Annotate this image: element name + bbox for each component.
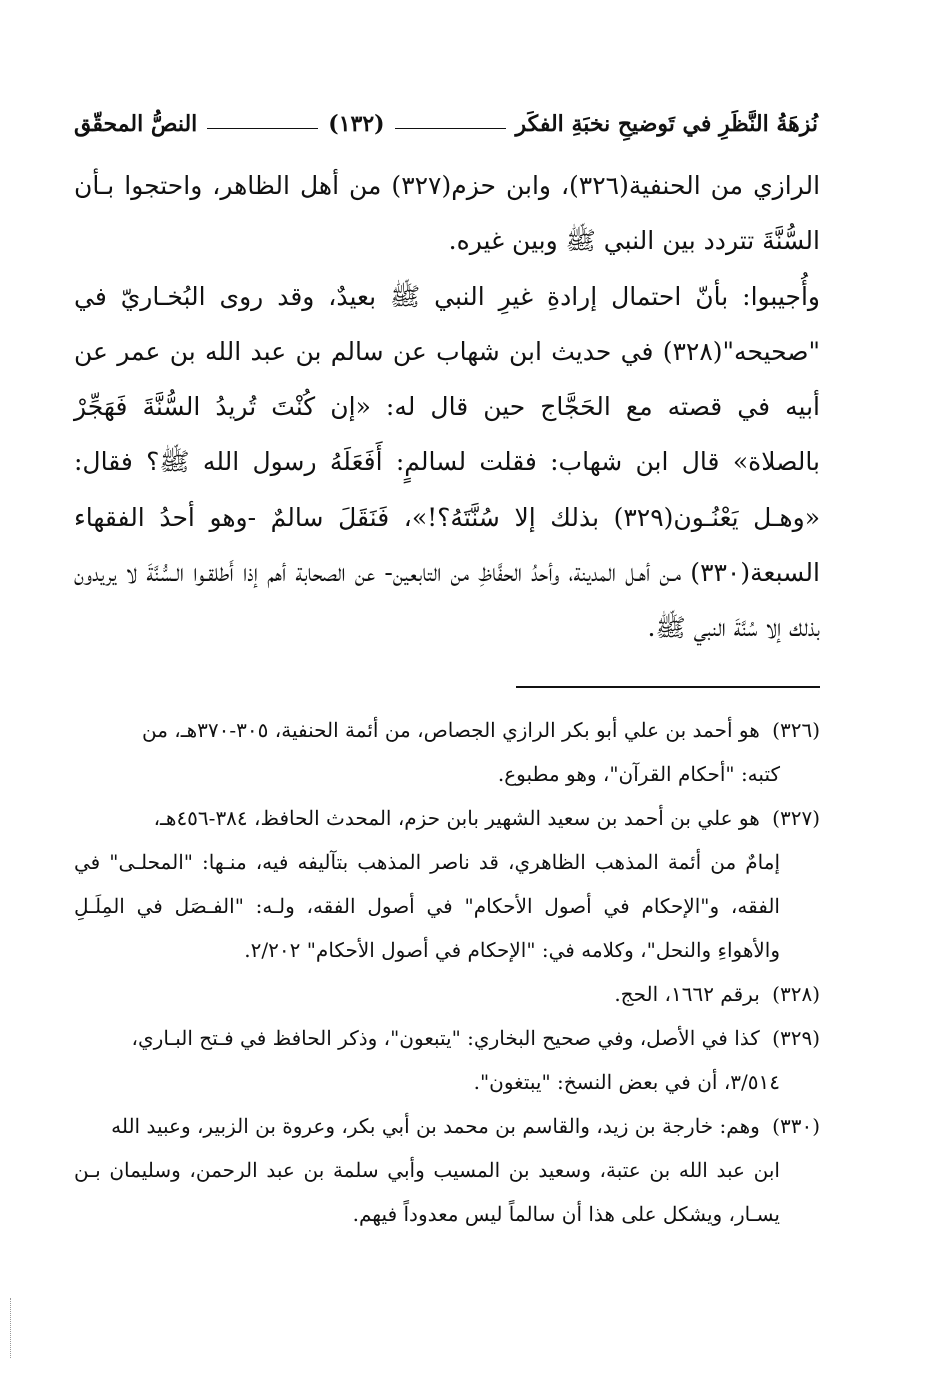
footnote [74, 972, 820, 1016]
footnote-continuation: إمامٌ من أئمة المذهب الظاهري، قد ناصر المذهب بتآليفه فيه، منـها: "المحلـى" في الفقه، و"الإحكام في أصول الأحكام" في أصول الفقه، ولـه: "الفـصَل في المِلَـلِ والأهواءِ والنحل"، وكلامه في: "الإحكام في أصول الأحكام" ٢/٢٠٢. [74, 850, 780, 962]
paragraph: وأُجيبوا: بأنّ احتمال إرادةِ غيرِ النبي ﷺ بعيدٌ، وقد روى البُخـاريّ في "صحيحه"(٣٢٨) في حديث ابن شهاب عن سالم بن عبد الله بن عمر عن أبيه في قصته مع الحَجَّاج حين قال له: «إن كُنْتَ تُريدُ السُّنَّةَ فَهَجِّرْ بالصلاة» قال ابن شهاب: فقلت لسالمٍ: أَفَعَلَهُ رسول الله ﷺ؟ فقال: «وهـل يَعْنُـون(٣٢٩) بذلك إلا سُنَّتَهُ؟!»، فَنَقَلَ سالمٌ -وهو أحدُ الفقهاء السبعة(٣٣٠) مـن أهـل المدينة، وأحدُ الحفَّاظِ من التابعين- عن الصحابة أهم إذا أَطلقـوا الـسُّنَّةَ لا يريدون بذلك إلا سُنَّةَ النبي ﷺ. [74, 281, 820, 643]
footnote-number: (٣٢٨) [772, 982, 820, 1006]
main-text [74, 158, 820, 656]
header-rule-left [395, 128, 506, 129]
scan-margin-mark [10, 1298, 13, 1358]
header-rule-right [207, 128, 318, 129]
footnote [74, 1016, 820, 1104]
footnote [74, 796, 820, 972]
footnote-number: (٣٢٩) [772, 1026, 820, 1050]
footnote [74, 1104, 820, 1236]
footnote [74, 708, 820, 796]
footnote-continuation: ٣/٥١٤، أن في بعض النسخ: "يبتغون". [473, 1070, 780, 1094]
footnote-separator [516, 686, 820, 688]
footnotes [74, 708, 820, 1236]
paragraph: الرازي من الحنفية(٣٢٦)، وابن حزم(٣٢٧) من أهل الظاهر، واحتجوا بـأن السُّنَّةَ تتردد بين النبي ﷺ وبين غيره. [74, 171, 821, 256]
footnote-number: (٣٢٦) [772, 718, 820, 742]
header-section-title: النصُّ المحقّق [74, 111, 198, 137]
footnote-continuation: ابن عبد الله بن عتبة، وسعيد بن المسيب وأبي سلمة بن عبد الرحمن، وسليمان بـن يسـار، ويشكل على هذا أن سالماً ليس معدوداً فيهم. [74, 1158, 780, 1226]
footnote-continuation: كتبه: "أحكام القرآن"، وهو مطبوع. [497, 762, 780, 786]
footnote-number: (٣٣٠) [772, 1114, 820, 1138]
footnote-text: كذا في الأصل، وفي صحيح البخاري: "يتبعون"، وذكر الحافظ في فـتح البـاري، [131, 1026, 760, 1050]
footnote-text: هو علي بن أحمد بن سعيد الشهير بابن حزم، المحدث الحافظ، ٣٨٤-٤٥٦هـ، [153, 806, 760, 830]
footnote-text: وهم: خارجة بن زيد، والقاسم بن محمد بن أبي بكر، وعروة بن الزبير، وعبيد الله [111, 1114, 760, 1138]
footnote-text: هو أحمد بن علي أبو بكر الرازي الجصاص، من أئمة الحنفية، ٣٠٥-٣٧٠هـ، من [142, 718, 760, 742]
footnote-text: برقم ١٦٦٢، الحج. [614, 982, 760, 1006]
running-header [74, 104, 818, 144]
page-number: (١٣٢) [328, 111, 385, 137]
header-book-title: نُزهَةُ النَّظَرِ في تَوضيحِ نخبَةِ الفكَر [515, 111, 818, 137]
footnote-number: (٣٢٧) [772, 806, 820, 830]
